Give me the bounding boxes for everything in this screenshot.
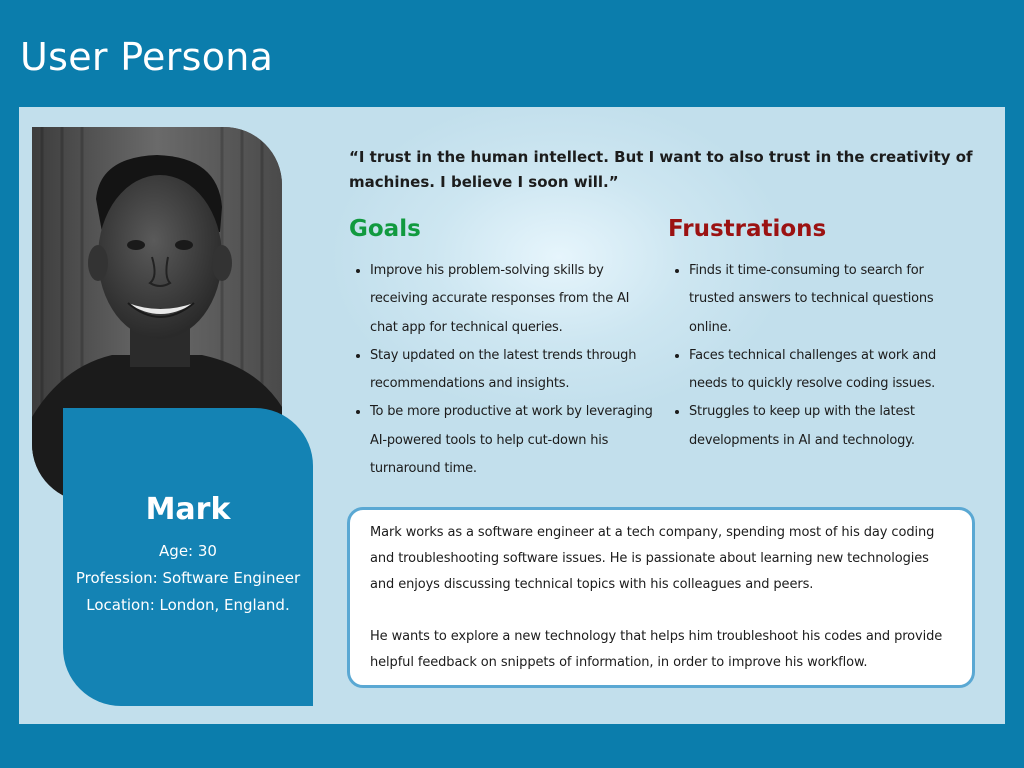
- page-title: User Persona: [20, 35, 274, 79]
- persona-quote: “I trust in the human intellect. But I want to also trust in the creativity of machines. I believe I soon will.”: [349, 148, 973, 191]
- frustration-item: Struggles to keep up with the latest developments in AI and technology.: [668, 398, 958, 455]
- goals-list: [349, 257, 659, 483]
- goal-item: To be more productive at work by leveraging AI-powered tools to help cut-down his turnaround time.: [349, 398, 659, 483]
- goal-item: Stay updated on the latest trends through recommendations and insights.: [349, 342, 659, 399]
- persona-name: Mark: [145, 492, 231, 527]
- persona-age: Age: 30: [159, 542, 217, 560]
- frustrations-list: [668, 257, 958, 455]
- persona-location: Location: London, England.: [86, 596, 290, 614]
- frustration-item: Finds it time-consuming to search for trusted answers to technical questions online.: [668, 257, 958, 342]
- bio-paragraph: Mark works as a software engineer at a tech company, spending most of his day coding and troubleshooting software issues. He is passionate about learning new technologies and enjoys discussing technical topics with his colleagues and peers.: [370, 525, 935, 592]
- frustration-item: Faces technical challenges at work and needs to quickly resolve coding issues.: [668, 342, 958, 399]
- goals-section: [349, 212, 659, 483]
- bio-paragraph: He wants to explore a new technology that helps him troubleshoot his codes and provide helpful feedback on snippets of information, in order to improve his workflow.: [370, 629, 943, 670]
- persona-profession: Profession: Software Engineer: [75, 569, 301, 587]
- persona-bio: [347, 507, 975, 688]
- persona-profile-panel: [63, 408, 313, 706]
- frustrations-heading: Frustrations: [668, 216, 827, 242]
- frustrations-section: [668, 212, 958, 455]
- goals-heading: Goals: [349, 216, 421, 242]
- persona-card: [19, 107, 1005, 724]
- goal-item: Improve his problem-solving skills by receiving accurate responses from the AI chat app for technical queries.: [349, 257, 659, 342]
- persona-details: [63, 538, 313, 619]
